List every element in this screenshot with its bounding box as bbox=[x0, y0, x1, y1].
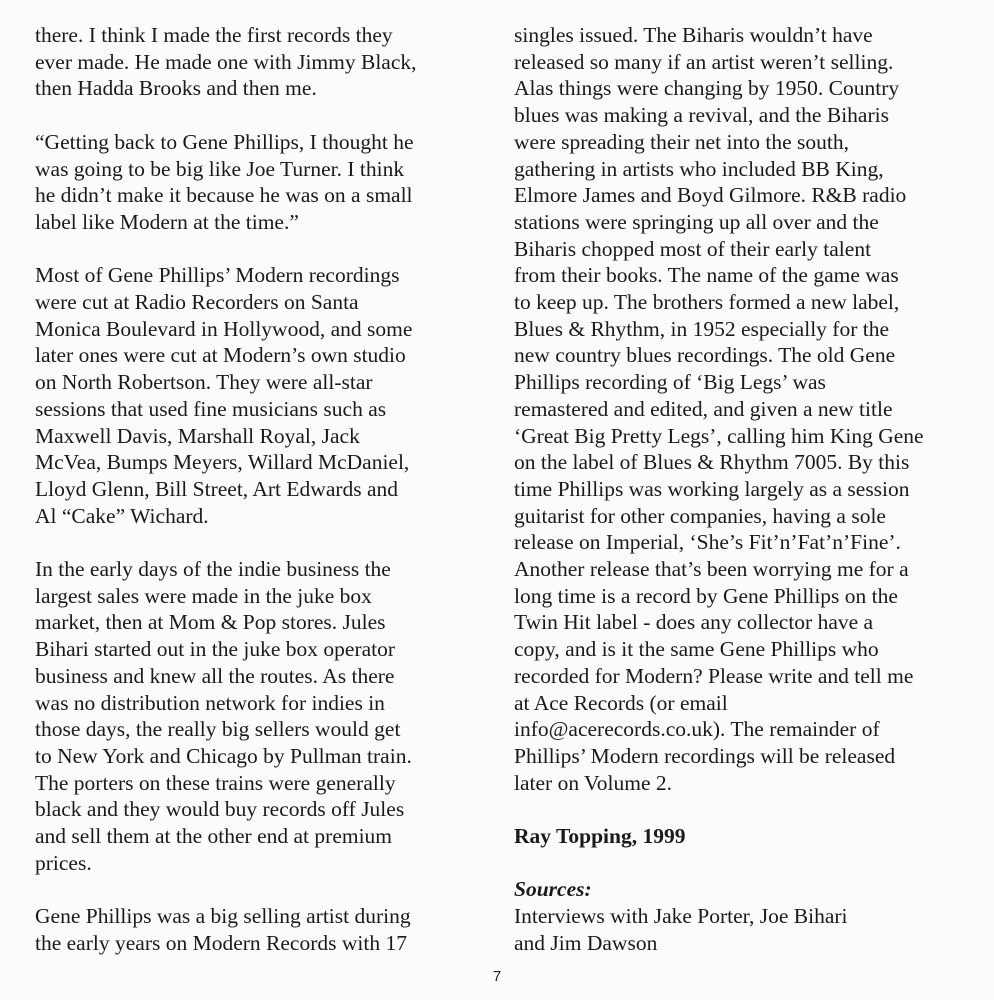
text-line: he didn’t make it because he was on a small bbox=[35, 183, 413, 208]
text-line: long time is a record by Gene Phillips on the bbox=[514, 583, 898, 608]
paragraph-1 bbox=[35, 22, 487, 102]
text-line: “Getting back to Gene Phillips, I thought he bbox=[35, 129, 414, 154]
text-line: label like Modern at the time.” bbox=[35, 209, 299, 234]
text-line: gathering in artists who included BB King, bbox=[514, 156, 884, 181]
text-line: to New York and Chicago by Pullman train. bbox=[35, 743, 412, 768]
page-number: 7 bbox=[492, 968, 502, 985]
text-line: new country blues recordings. The old Gene bbox=[514, 343, 896, 368]
text-line: ever made. He made one with Jimmy Black, bbox=[35, 49, 417, 74]
text-line: the early years on Modern Records with 17 bbox=[35, 930, 407, 955]
text-line: Biharis chopped most of their early talent bbox=[514, 236, 872, 261]
paragraph-5 bbox=[35, 903, 487, 956]
text-line: McVea, Bumps Meyers, Willard McDaniel, bbox=[35, 450, 410, 475]
paragraph-6 bbox=[514, 22, 966, 796]
text-line: sessions that used fine musicians such as bbox=[35, 396, 387, 421]
text-line: The porters on these trains were generally bbox=[35, 770, 396, 795]
text-line: to keep up. The brothers formed a new label, bbox=[514, 290, 900, 315]
text-line: remastered and edited, and given a new title bbox=[514, 396, 893, 421]
text-line: Phillips’ Modern recordings will be released bbox=[514, 743, 896, 768]
text-line: business and knew all the routes. As there bbox=[35, 663, 395, 688]
sources-label: Sources: bbox=[514, 877, 592, 902]
text-line: was no distribution network for indies in bbox=[35, 690, 385, 715]
text-line: Twin Hit label - does any collector have a bbox=[514, 610, 874, 635]
sources-line: and Jim Dawson bbox=[514, 930, 658, 955]
text-line: blues was making a revival, and the Biharis bbox=[514, 103, 889, 128]
text-line: largest sales were made in the juke box bbox=[35, 583, 372, 608]
text-line: there. I think I made the first records they bbox=[35, 23, 393, 47]
text-line: later on Volume 2. bbox=[514, 770, 673, 795]
text-line: singles issued. The Biharis wouldn’t have bbox=[514, 23, 873, 47]
text-line: Phillips recording of ‘Big Legs’ was bbox=[514, 370, 826, 395]
text-line: on North Robertson. They were all-star bbox=[35, 370, 373, 395]
text-line: Lloyd Glenn, Bill Street, Art Edwards and bbox=[35, 476, 399, 501]
text-line: on the label of Blues & Rhythm 7005. By this bbox=[514, 450, 910, 475]
text-line: then Hadda Brooks and then me. bbox=[35, 76, 317, 101]
text-line: copy, and is it the same Gene Phillips who bbox=[514, 637, 879, 662]
byline-text: Ray Topping, 1999 bbox=[514, 824, 686, 849]
text-line: info@acerecords.co.uk). The remainder of bbox=[514, 717, 880, 742]
text-line: from their books. The name of the game was bbox=[514, 263, 899, 288]
text-line: Another release that’s been worrying me for a bbox=[514, 557, 909, 582]
text-line: Al “Cake” Wichard. bbox=[35, 503, 209, 528]
text-line: Maxwell Davis, Marshall Royal, Jack bbox=[35, 423, 360, 448]
text-line: was going to be big like Joe Turner. I think bbox=[35, 156, 405, 181]
text-line: and sell them at the other end at premium bbox=[35, 824, 393, 849]
text-line: release on Imperial, ‘She’s Fit’n’Fat’n’Fine’. bbox=[514, 530, 901, 555]
right-column bbox=[514, 22, 966, 983]
text-line: Blues & Rhythm, in 1952 especially for the bbox=[514, 316, 890, 341]
text-line: Alas things were changing by 1950. Country bbox=[514, 76, 900, 101]
text-line: black and they would buy records off Jules bbox=[35, 797, 405, 822]
text-line: Gene Phillips was a big selling artist during bbox=[35, 904, 411, 929]
text-line: Bihari started out in the juke box operator bbox=[35, 637, 396, 662]
text-line: at Ace Records (or email bbox=[514, 690, 728, 715]
text-line: ‘Great Big Pretty Legs’, calling him King Gene bbox=[514, 423, 924, 448]
text-line: Most of Gene Phillips’ Modern recordings bbox=[35, 263, 400, 288]
text-line: those days, the really big sellers would get bbox=[35, 717, 401, 742]
text-line: released so many if an artist weren’t selling. bbox=[514, 49, 894, 74]
text-line: market, then at Mom & Pop stores. Jules bbox=[35, 610, 386, 635]
text-line: Elmore James and Boyd Gilmore. R&B radio bbox=[514, 183, 907, 208]
text-line: guitarist for other companies, having a sole bbox=[514, 503, 886, 528]
text-line: stations were springing up all over and the bbox=[514, 209, 879, 234]
left-column bbox=[35, 22, 487, 983]
paragraph-3 bbox=[35, 262, 487, 529]
text-line: In the early days of the indie business the bbox=[35, 557, 391, 582]
text-line: recorded for Modern? Please write and tell me bbox=[514, 663, 914, 688]
text-line: later ones were cut at Modern’s own studio bbox=[35, 343, 406, 368]
text-line: were cut at Radio Recorders on Santa bbox=[35, 290, 359, 314]
text-line: were spreading their net into the south, bbox=[514, 129, 849, 154]
text-line: time Phillips was working largely as a session bbox=[514, 476, 910, 501]
sources-block bbox=[514, 876, 966, 956]
sources-line: Interviews with Jake Porter, Joe Bihari bbox=[514, 904, 848, 929]
text-line: Monica Boulevard in Hollywood, and some bbox=[35, 316, 413, 341]
paragraph-2 bbox=[35, 129, 487, 236]
author-byline bbox=[514, 823, 966, 850]
text-line: prices. bbox=[35, 850, 92, 875]
paragraph-4 bbox=[35, 556, 487, 876]
